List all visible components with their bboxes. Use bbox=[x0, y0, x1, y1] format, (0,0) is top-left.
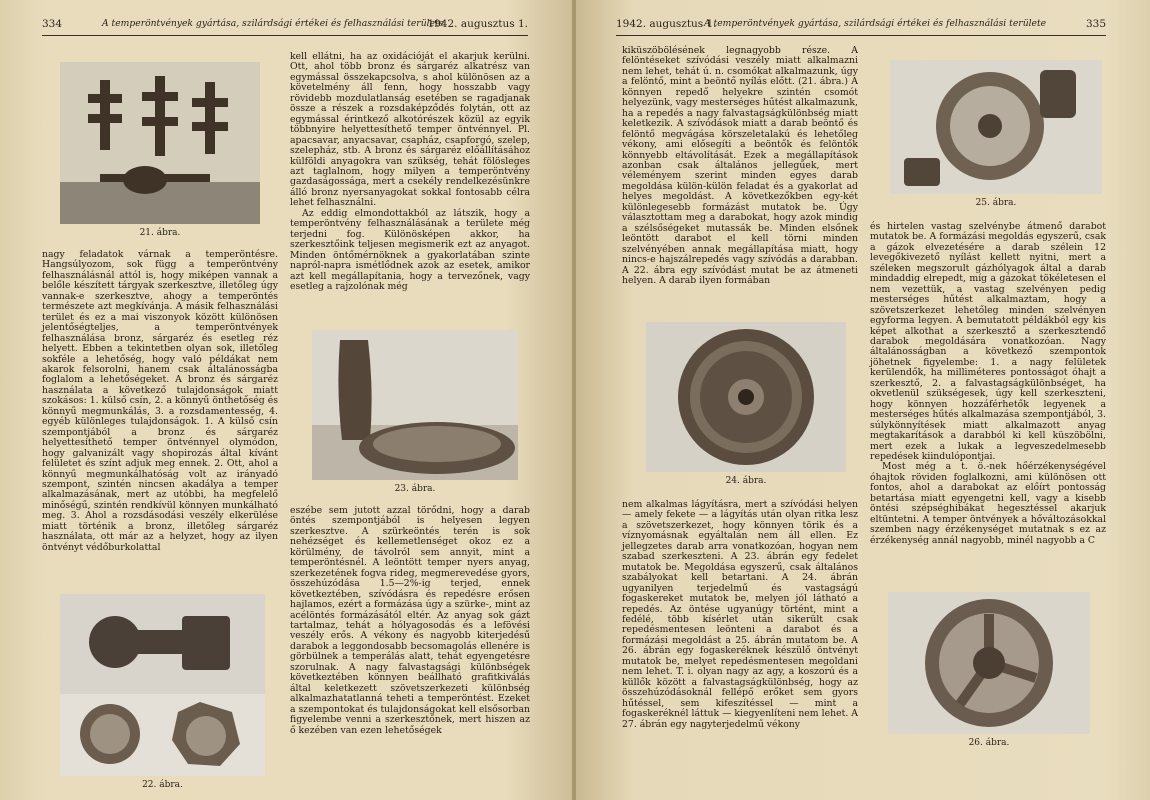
figure-24-caption: 24. ábra. bbox=[725, 476, 767, 486]
paragraph: eszébe sem jutott azzal törődni, hogy a darab öntés szempontjából is helyesen legyen szerkesztve. A szürkeöntés terén is sok nehézséget és kellemetlenséget okoz ez a körülmény, de távolról sem annyit, mint a temperöntésnél. A leöntött temper nyers anyag, szerkezetének fogva rideg, megmerevedése gyors, összehúzódása 1.5—2%-ig terjed, ennek következtében, szívódásra és repedésre erősen hajlamos, ezért a formázása úgy a szürke-, mint az acélöntés formázásától eltér. Az anyag sok gázt tartalmaz, tehát a hólyagosodás és a lefövési veszély erős. A vékony és nagyobb kiterjedésű darabok a leggondosabb becsomagolás ellenére is görbülnek a temperálás alatt, tehát egyengetésre szorulnak. A nagy falvastagsági különbségek következtében könnyen beállható grafitkiválás által keletkezett szövetszerkezeti különbség alkalmazhatatlanná teheti a temperöntést. Ezeket a szempontokat és tulajdonságokat kell elsősorban figyelembe venni a szerkesztőnek, mert hiszen az ő kezében van ezen lehetőségek bbox=[290, 505, 531, 736]
header-date: 1942. augusztus 1. bbox=[427, 18, 528, 30]
figure-25-caption: 25. ábra. bbox=[975, 198, 1017, 208]
figure-25-photo bbox=[890, 60, 1102, 194]
figure-21-photo bbox=[60, 62, 260, 224]
paragraph: nagy feladatok várnak a temperöntésre. Hangsúlyozom, sok függ a temperöntvény felhasználásnál attól is, hogy miképen vannak a belőle készített tárgyak szerkesztve, illetőleg úgy vannak-e szerkesztve, ahogy a temperöntés természete azt megkívánja. A másik felhasználási terület és ez a mai viszonyok között különösen jelentőségteljes, a temperöntvények felhasználása bronz, sárgaréz és esetleg réz helyett. Ebben a tekintetben olyan sok, illetőleg sokféle a lehetőség, hogy való példákat nem akarok felsorolni, hanem csak általánosságba foglalom a lehetőségeket. A bronz és sárgaréz használata a következő tulajdonságok miatt szokásos: 1. külső csín, 2. a könnyű önthetőség és könnyű megmunkálás, 3. a rozsdamentesség, 4. egyéb különleges tulajdonságok. 1. A külső csín szempontjából a bronz és sárgaréz helyettesíthető temper öntvénnyel olymódon, hogy galvanizált vagy shopirozás által kívánt felületet és színt adjuk meg ennek. 2. Ott, ahol a könnyű megmunkálhatóság volt az irányadó szempont, szintén nincsen akadálya a temper alkalmazásának, mert az utóbbi, ha megfelelő minőségű, szintén rendkívül könnyen munkálható meg. 3. Ahol a rozsdásodási veszély elkerülése miatt történik a bronz, illetőleg sárgaréz használata, ott már az a helyzet, hogy az ilyen öntvényt védőburkolattal bbox=[42, 249, 278, 553]
header-rule bbox=[42, 35, 528, 36]
figure-21-caption: 21. ábra. bbox=[139, 228, 181, 238]
right-column-1-bottom-text bbox=[622, 500, 858, 730]
figure-23-photo bbox=[312, 330, 518, 480]
figure-24 bbox=[646, 322, 846, 490]
page-number: 335 bbox=[1085, 18, 1106, 30]
paragraph: Az eddig elmondottakból az látszik, hogy a temperöntvény felhasználásának a területe még terjedni fog. Különösképen akkor, ha szerkesztőink teljesen megismerik ezt az anyagot. Minden öntőmérnöknek a gyakorlatában szinte napról-napra ismétlődnek azok az esetek, amikor azt kell megállapítania, hogy a tervezőnek, vagy esetleg a rajzolónak még bbox=[290, 207, 530, 292]
figure-21 bbox=[60, 62, 260, 242]
paragraph: kell ellátni, ha az oxidációját el akarjuk kerülni. Ott, ahol több bronz és sárgaréz alkatrész van egymással összekapcsolva, s ahol különösen az a követelmény áll fenn, hogy hosszabb vagy rövidebb mozdulatlanság esetében se ragadjanak össze a részek a rozsdaképződés folytán, ott az egymással érintkező alkotórészek közül az egyik többnyire helyettesíthető temper öntvénnyel. Pl. apacsavar, anyacsavar, csapház, csapforgó, szelep, szelepház, stb. A bronz és sárgaréz előállításához külföldi anyagokra van szükség, tehát fölösleges azt taglalnom, hogy milyen a temperöntvény gazdaságossága, mert a csekély rendelkezésünkre álló bronz nyersanyagokat sokkal fontosabb célra lehet felhasználni. bbox=[290, 51, 530, 209]
paragraph: kiküszöbölésének legnagyobb része. A felöntéseket szívódási veszély miatt alkalmazni nem lehet, tehát ú. n. csomókat alkalmazunk, úgy a felöntő, mint a beöntő nyílás előtt. (21. ábra.) A könnyen repedő helyekre szintén csomót helyezünk, vagy mesterséges hűtést alkalmazunk, ha a repedés a nagy falvastagságkülönbség miatt keletkezik. A szívódások miatt a darab beöntő és felöntő megvágása körszeletalakú és lehetőleg vékony, ami elősegíti a beöntők és felöntők könnyebb eltávolítását. Ezek a megállapítások azonban csak általános jellegűek, mert véleményem szerint minden egyes darab megoldása külön-külön feladat és a gyakorlat ad helyes megoldást. A következőkben egy-két különlegesebb formázást mutatok be. Úgy választottam meg a darabokat, hogy azok mindig a szélsőségeket mutassák be. Minden elsőnek leöntött darabot el kell törni minden szelvényében annak megállapítása miatt, hogy nincs-e hajszálrepedés vagy szívódás a darabban. A 22. ábra egy szívódást mutat be az átmeneti helyen. A darab ilyen formában bbox=[622, 45, 858, 286]
left-column-2-bottom-text bbox=[290, 506, 530, 736]
figure-22-caption: 22. ábra. bbox=[142, 780, 183, 790]
header-date: 1942. augusztus 1. bbox=[616, 18, 717, 30]
figure-23 bbox=[312, 330, 518, 498]
header-rule bbox=[616, 35, 1106, 36]
figure-26 bbox=[888, 592, 1090, 752]
figure-24-photo bbox=[646, 322, 846, 472]
figure-23-caption: 23. ábra. bbox=[394, 484, 436, 494]
figure-26-caption: 26. ábra. bbox=[968, 738, 1010, 748]
left-page bbox=[0, 0, 574, 800]
left-column-1-text bbox=[42, 250, 278, 553]
figure-22 bbox=[60, 594, 265, 794]
figure-25 bbox=[890, 60, 1102, 212]
right-column-1-top-text bbox=[622, 46, 858, 286]
right-page bbox=[576, 0, 1150, 800]
page-number: 334 bbox=[42, 18, 63, 30]
paragraph: és hirtelen vastag szelvénybe átmenő darabot mutatok be. A formázási megoldás egyszerű, csak a gázok elvezetésére a darab szélein 12 levegőkivezető nyílást kellett nyitni, mert a széleken megszorult gázhólyagok által a darab mindaddig elrepedt, míg a gázokat tökéletesen el nem vezettük, a vastag szelvényen pedig mesterséges hűtést alkalmaztam, hogy a szövetszerkezet lehetőleg minden szelvényen egyforma legyen. A bemutatott példákból egy kis képet alkothat a szerkesztő a szerkesztendő darabok megoldására vonatkozóan. Nagy általánosságban a következő szempontok jöhetnek figyelembe: 1. a nagy felületek kerülendők, ha milliméteres pontosságot óhajt a szerkesztő, 2. a falvastagságkülönbséget, ha okvetlenül szükségesek, úgy kell szerkeszteni, hogy könnyen hozzáférhetők legyenek a mesterséges hűtés alkalmazása szempontjából, 3. súlykönnyítések miatt alkalmazott anyag megtakarítások a darabból ki kell küszöbölni, mert ezek a lukak a legveszedelmesebb repedések kiindulópontjai. bbox=[870, 221, 1106, 462]
running-title: A temperöntvények gyártása, szilárdsági értékei és felhasználási területe bbox=[102, 18, 445, 29]
paragraph: Most még a t. ö.-nek hőérzékenységével óhajtok röviden foglalkozni, ami különösen ott fontos, ahol a darabokat az előírt pontosság betartása miatt egyengetni kell, vagy a kisebb öntési szépséghibákat hegesztéssel akarjuk eltüntetni. A temper öntvények a hőváltozásokkal szemben nagy érzékenységet mutatnak s ez az érzékenység annál nagyobb, minél nagyobb a C bbox=[870, 461, 1106, 546]
paragraph: nem alkalmas lágyításra, mert a szívódási helyen — amely fekete — a lágyítás után olyan ritka lesz a szövetszerkezet, hogy könnyen törik és a víznyomásnak egyáltalán nem áll ellen. Ez jellegzetes darab arra vonatkozóan, hogyan nem szabad szerkeszteni. A 23. ábrán egy fedelet mutatok be. Megoldása egyszerű, csak általános szabályokat kell betartani. A 24. ábrán ugyanilyen terjedelmű és vastagságú fogaskereket mutatok be, melyen jól látható a repedés. Az öntése ugyanúgy történt, mint a fedélé, több kísérlet után sikerült csak repedésmentesen leönteni a darabot és a formázási megoldást a 25. ábrán mutatom be. A 26. ábrán egy fogaskeréknek készülő öntvényt mutatok be, melyet repedésmentesen megoldani nem lehet. T. i. olyan nagy az agy, a koszorú és a küllők között a falvastagságkülönbség, hogy az összehúzódásoknál fellépő erőket sem gyors hűtéssel, sem kifeszítéssel — mint a fogaskeréknél láttuk — kiegyenlíteni nem lehet. A 27. ábrán egy nagyterjedelmű vékony bbox=[622, 499, 858, 730]
left-column-2-top-text bbox=[290, 52, 530, 292]
figure-22-photo bbox=[60, 594, 265, 776]
right-column-2-text bbox=[870, 222, 1106, 546]
running-title: A temperöntvények gyártása, szilárdsági értékei és felhasználási területe bbox=[704, 18, 1047, 29]
figure-26-photo bbox=[888, 592, 1090, 734]
